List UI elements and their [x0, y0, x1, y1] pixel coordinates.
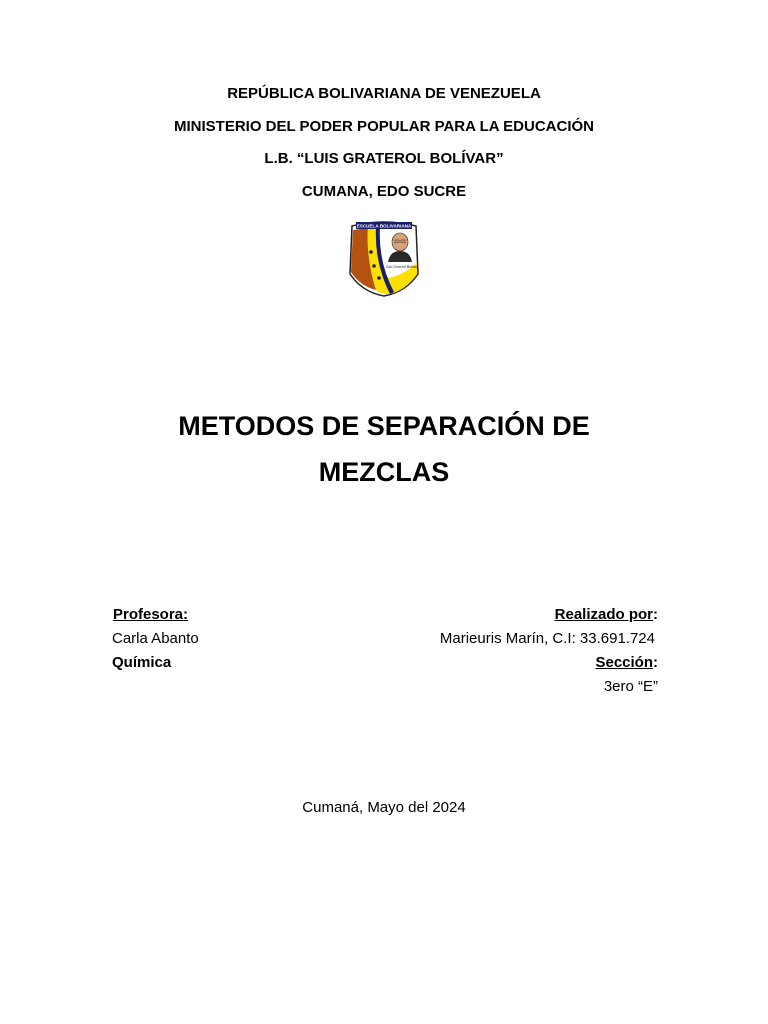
logo-top-text: ESCUELA BOLIVARIANA	[356, 223, 412, 229]
place-date: Cumaná, Mayo del 2024	[302, 799, 466, 816]
author-label	[555, 606, 658, 624]
section-label-text: Sección	[595, 654, 653, 671]
document-title-line2: MEZCLAS	[318, 457, 450, 487]
author-label-colon: :	[653, 606, 658, 623]
logo-letter-mark-1	[369, 250, 373, 254]
logo-letter-mark-3	[377, 276, 381, 280]
section-value: 3ero “E”	[603, 678, 658, 695]
header-republic: REPÚBLICA BOLIVARIANA DE VENEZUELA	[227, 85, 541, 102]
subject-name: Química	[112, 654, 172, 671]
teacher-label: Profesora:	[113, 606, 189, 623]
school-logo	[346, 216, 422, 298]
author-value: Marieuris Marín, C.I: 33.691.724	[439, 630, 655, 647]
section-label-colon: :	[653, 654, 658, 671]
header-school: L.B. “LUIS GRATEROL BOLÍVAR”	[264, 150, 504, 167]
section-label	[595, 654, 658, 672]
header-ministry: MINISTERIO DEL PODER POPULAR PARA LA EDUCACIÓN	[173, 118, 595, 135]
logo-letter-mark-2	[372, 264, 376, 268]
author-label-text: Realizado por	[554, 606, 653, 623]
logo-name-text: Luis Graterol Bolívar	[386, 265, 418, 269]
teacher-name: Carla Abanto	[112, 630, 199, 647]
header-location: CUMANA, EDO SUCRE	[301, 183, 467, 200]
document-title-line1: METODOS DE SEPARACIÓN DE	[178, 411, 590, 441]
